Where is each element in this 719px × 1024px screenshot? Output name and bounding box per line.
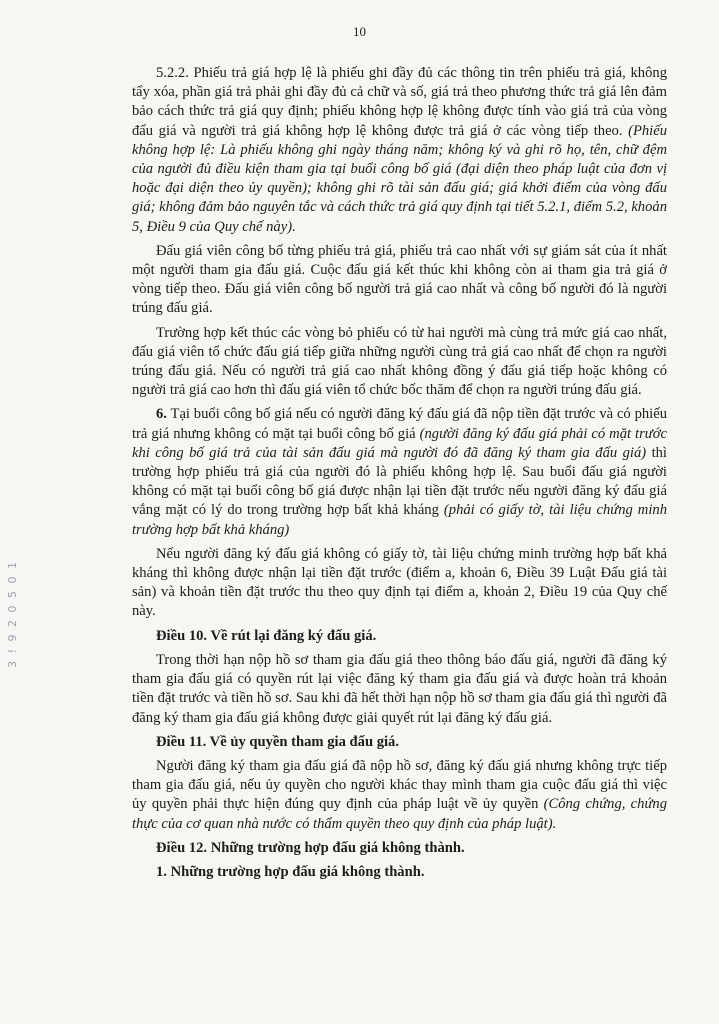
article-11-heading: Điều 11. Về ủy quyền tham gia đấu giá. — [156, 733, 400, 750]
article-11-italic: (Công chứng, chứng thực của cơ quan nhà nước có thẩm quyền theo quy định của pháp luật). — [132, 796, 668, 832]
paragraph-force-majeure: Nếu người đăng ký đấu giá không có giấy tờ, tài liệu chứng minh trường hợp bất khả kháng thì không được nhận lại tiền đặt trước (điểm a, khoản 6, Điều 39 Luật Đấu giá tài sản) và khoản tiền đặt trước thu theo quy định tại điểm a, khoản 2, Điều 19 của Quy chế này. — [132, 545, 667, 620]
article-12-heading: Điều 12. Những trường hợp đấu giá không thành. — [156, 839, 465, 856]
paragraph-6 — [132, 405, 667, 539]
paragraph-6-text-a: Tại buổi công bố giá nếu có người đăng ký đấu giá đã nộp tiền đặt trước và có phiếu trả giá nhưng không có mặt tại buổi công bố giá — [132, 406, 667, 442]
paragraph-announce: Đấu giá viên công bố từng phiếu trả giá, phiếu trả cao nhất với sự giám sát của ít nhất một người tham gia đấu giá. Cuộc đấu giá kết thúc khi không còn ai tham gia trả giá ở vòng tiếp theo. Đấu giá viên công bố người trả giá cao nhất và công bố người đó là người trúng đấu giá. — [132, 242, 667, 317]
article-10-body: Trong thời hạn nộp hồ sơ tham gia đấu giá theo thông báo đấu giá, người đã đăng ký tham gia đấu giá có quyền rút lại việc đăng ký tham gia đấu giá và được hoàn trả khoản tiền đặt trước và tiền hồ sơ. Sau khi đã hết thời hạn nộp hồ sơ tham gia đấu giá thì người đã đăng ký tham gia đấu giá không được giải quyết rút lại đăng ký đấu giá. — [132, 651, 667, 726]
paragraph-6-text-b: thì trường hợp phiếu trả giá của người đó là phiếu không hợp lệ. Sau buổi đấu giá người không có mặt tại buổi công bố giá được nhận lại tiền đặt trước nếu người đăng ký đấu giá vắng mặt có lý do trong trường hợp bất khả kháng — [132, 444, 667, 519]
paragraph-5-2-2 — [132, 64, 667, 237]
article-12-subheading: 1. Những trường hợp đấu giá không thành. — [156, 863, 425, 880]
paragraph-6-number: 6. — [156, 406, 167, 423]
paragraph-tie: Trường hợp kết thúc các vòng bỏ phiếu có từ hai người mà cùng trả mức giá cao nhất, đấu giá viên tổ chức đấu giá tiếp giữa những người cùng trả giá cao nhất để chọn ra người trúng đấu giá. Nếu có người trả giá cao nhất không đồng ý đấu giá tiếp hoặc không có người trả giá cao hơn thì đấu giá viên tổ chức bốc thăm để chọn ra người trúng đấu giá. — [132, 324, 667, 399]
page-number: 10 — [353, 24, 366, 39]
article-11-text: Người đăng ký tham gia đấu giá đã nộp hồ sơ, đăng ký đấu giá nhưng không trực tiếp tham gia đấu giá, nếu ủy quyền cho người khác thay mình tham gia cuộc đấu giá thì việc ủy quyền phải thực hiện đúng quy định của pháp luật về ủy quyền — [132, 757, 667, 813]
paragraph-5-2-2-text: 5.2.2. Phiếu trả giá hợp lệ là phiếu ghi đầy đủ các thông tin trên phiếu trả giá, không tẩy xóa, phần giá trả phải ghi đầy đủ cả chữ và số, giá trả theo phương thức trả giá lên đảm bảo cách thức trả giá quy định; phiếu không hợp lệ không được tính vào giá trả của vòng đấu giá và người trả giá không hợp lệ không được trả giá ở các vòng tiếp theo. — [132, 65, 667, 139]
margin-handwritten-note: 3 ! 9 2 0 5 0 1 — [6, 560, 19, 668]
document-body — [132, 64, 667, 887]
paragraph-6-italic-1: (người đăng ký đấu giá phải có mặt trước khi công bố giá trả của tài sản đấu giá mà người đó đã đăng ký tham gia đấu giá) — [132, 425, 667, 461]
article-11-body — [132, 757, 667, 834]
article-10-heading: Điều 10. Về rút lại đăng ký đấu giá. — [156, 627, 377, 644]
paragraph-5-2-2-italic: (Phiếu không hợp lệ: Là phiếu không ghi ngày tháng năm; không ký và ghi rõ họ, tên, chữ đệm của người đủ điều kiện tham gia tại buổi công bố giá (đại diện theo pháp luật của đơn vị hoặc đại diện theo ủy quyền); không ghi rõ tài sản đấu giá; giá khởi điểm của vòng đấu giá; không đảm bảo nguyên tắc và cách thức trả giá quy định tại tiết 5.2.1, điểm 5.2, khoản 5, Điều 9 của Quy chế này). — [132, 122, 668, 235]
paragraph-6-italic-2: (phải có giấy tờ, tài liệu chứng minh trường hợp bất khả kháng) — [132, 502, 667, 538]
